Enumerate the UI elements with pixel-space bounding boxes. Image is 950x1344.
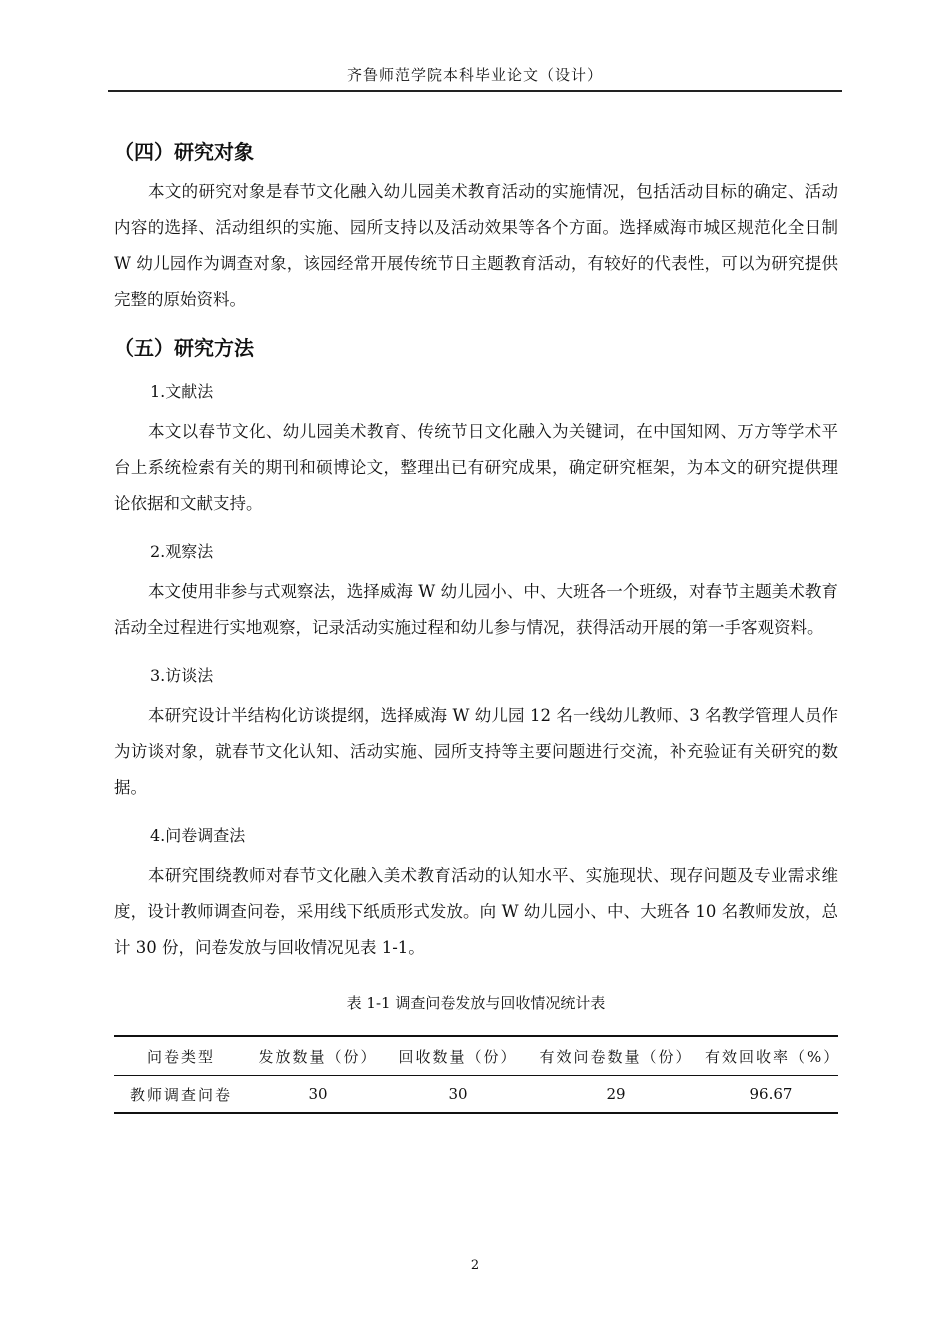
running-header xyxy=(108,64,842,92)
questionnaire-stats-table xyxy=(114,1035,841,1114)
header-title: 齐鲁师范学院本科毕业论文（设计） xyxy=(346,66,603,84)
table-caption: 表 1-1 调查问卷发放与回收情况统计表 xyxy=(346,994,606,1012)
method-title-questionnaire: 4.问卷调查法 xyxy=(150,826,246,845)
page-number: 2 xyxy=(470,1258,480,1273)
method-title-observation: 2.观察法 xyxy=(150,542,214,561)
table-cell: 30 xyxy=(308,1085,328,1103)
method-title-literature: 1.文献法 xyxy=(150,382,214,401)
table-header-row xyxy=(114,1036,838,1076)
paragraph-research-object: 本文的研究对象是春节文化融入幼儿园美术教育活动的实施情况，包括活动目标的确定、活动内容的选择、活动组织的实施、园所支持以及活动效果等各个方面。选择威海市城区规范化全日制 W 幼儿园作为调查对象，该园经常开展传统节日主题教育活动，有较好的代表性，可以为研究提供完整的原始资料。 xyxy=(114,182,838,309)
table-header-cell: 回收数量（份） xyxy=(398,1047,518,1066)
table-header-cell: 有效问卷数量（份） xyxy=(539,1047,693,1066)
page-body xyxy=(114,130,841,1114)
paragraph-interview: 本研究设计半结构化访谈提纲，选择威海 W 幼儿园 12 名一线幼儿教师、3 名教学管理人员作为访谈对象，就春节文化认知、活动实施、园所支持等主要问题进行交流，补充验证有关研究的数据。 xyxy=(114,706,838,797)
method-title-interview: 3.访谈法 xyxy=(150,666,214,685)
paragraph-questionnaire: 本研究围绕教师对春节文化融入美术教育活动的认知水平、实施现状、现存问题及专业需求维度，设计教师调查问卷，采用线下纸质形式发放。向 W 幼儿园小、中、大班各 10 名教师发放，总计 30 份，问卷发放与回收情况见表 1-1。 xyxy=(114,866,838,957)
table-cell: 30 xyxy=(448,1085,468,1103)
table-row xyxy=(114,1076,838,1114)
table-header-cell: 问卷类型 xyxy=(146,1047,215,1066)
section-title-research-object: （四）研究对象 xyxy=(114,140,254,164)
section-title-research-methods: （五）研究方法 xyxy=(114,336,254,360)
paragraph-literature: 本文以春节文化、幼儿园美术教育、传统节日文化融入为关键词，在中国知网、万方等学术平台上系统检索有关的期刊和硕博论文，整理出已有研究成果，确定研究框架，为本文的研究提供理论依据和文献支持。 xyxy=(114,422,838,513)
table-cell: 96.67 xyxy=(749,1085,793,1103)
table-header-cell: 发放数量（份） xyxy=(258,1047,378,1066)
table-cell: 29 xyxy=(606,1085,626,1103)
table-header-cell: 有效回收率（%） xyxy=(705,1047,841,1066)
table-cell: 教师调查问卷 xyxy=(129,1085,232,1104)
paragraph-observation: 本文使用非参与式观察法，选择威海 W 幼儿园小、中、大班各一个班级，对春节主题美术教育活动全过程进行实地观察，记录活动实施过程和幼儿参与情况，获得活动开展的第一手客观资料。 xyxy=(114,582,838,637)
